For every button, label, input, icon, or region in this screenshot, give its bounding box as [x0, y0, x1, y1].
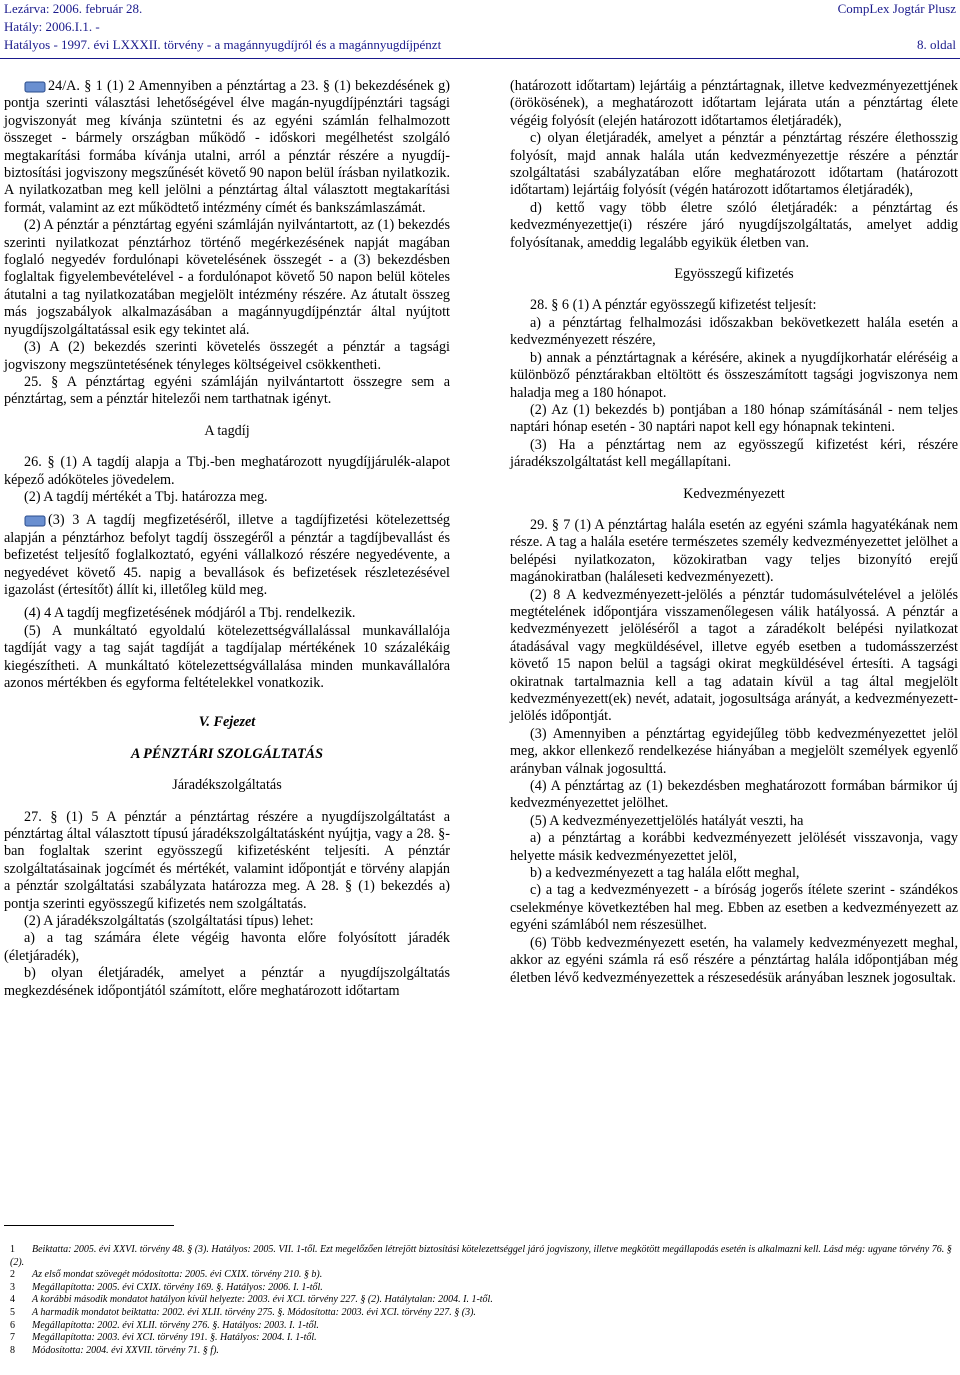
paragraph: (3) 3 A tagdíj megfizetéséről, illetve a tagdíjfizetési kötelezettség alapján a pénztárhoz befolyt tagdíj összegéről a pénztár a tagdíjbevallást és befizetést teljesítő foglalkoztató, egyéni vállalkozó részére negyedévente, a negyedévet követő 45. napig a bevallások és befizetések részletezésével igazolást (értesítőt) állít ki, illetőleg küld meg.	[4, 512, 450, 598]
paragraph: (2) Az (1) bekezdés b) pontjában a 180 hónap számításánál - nem teljes naptári hónap esetén - 30 naptári napot kell egy hónapnak tekinteni.	[510, 401, 958, 436]
paragraph: c) a tag a kedvezményezett - a bíróság jogerős ítélete szerint - szándékos cselekménye következtében hal meg. Ebben az esetben a kedvezményezett az egyéni számlából nem részesülhet.	[510, 882, 958, 934]
footnote: 4 A korábbi második mondatot hatályon kívül helyezte: 2003. évi XCI. törvény 227. § (2). Hatálytalan: 2004. I. 1-től.	[10, 1294, 493, 1306]
paragraph: (2) 8 A kedvezményezett-jelölés a pénztár tudomásulvételével a jelölés megtételének időpontjára visszamenőlegesen válik hatályossá. A pénztár a kedvezményezett jelöléséről a tagot a záradékolt belépési nyilatkozat átadásával vagy megküldésével, illetve egyéb esetben a tudomásszerzést követő 15 napon belül a tagsági okirat megküldésével értesíti. A tagsági okiratnak tartalmaznia kell a tag adatain kívül a tag által megjelölt kedvezményezett(ek) nevét, adatait, jogosultsága arányát, a kedvezményezett-jelölés időpontját.	[510, 586, 958, 725]
paragraph: b) a kedvezményezett a tag halála előtt meghal,	[530, 865, 800, 882]
paragraph: b) annak a pénztártagnak a kérésére, akinek a nyugdíjkorhatár eléréséig a különböző pénztárakban eltöltött és összeszámított tagsági jogviszonya nem haladja meg a 180 hónapot.	[510, 349, 958, 401]
paragraph: (3) A (2) bekezdés szerinti követelés összegét a pénztár a tagsági jogviszony megszüntetésének tényleges költségeivel csökkentheti.	[4, 339, 450, 373]
paragraph: (3) Ha a pénztártag nem az egyösszegű kifizetést kéri, részére járadékszolgáltatást kell megállapítani.	[510, 436, 958, 471]
paragraph: a) a pénztártag felhalmozási időszakban bekövetkezett halála esetén a kedvezményezett részére,	[510, 314, 958, 349]
footnotes	[4, 1244, 956, 1357]
paragraph: (5) A munkáltató egyoldalú kötelezettségvállalással munkavállalója tagdíját vagy a tag saját tagdíját a tagdíjalap mértékének 10 százalékáig kiegészítheti. A munkáltató kötelezettségvállalása minden munkavállalóra azonos mértékben és egyforma feltételekkel vonatkozik.	[4, 622, 450, 691]
footnote-rule	[4, 1225, 174, 1226]
paragraph: (2) A járadékszolgáltatás (szolgáltatási típus) lehet:	[24, 913, 314, 930]
paragraph: 24/A. § 1 (1) 2 Amennyiben a pénztártag a 23. § (1) bekezdésének g) pontja szerinti választási lehetőségével élve magán-nyugdíjpénztári tagsági jogviszonyát meg kívánja szüntetni és az egyéni számlán felhalmozott összeget - bármely országban működő - időskori megélhetést szolgáló megtakarítási formába kívánja utalni, arról a pénztár részére a nyugdíj-biztosítási jogviszony megszűnését követő 90 napon belül írásban nyilatkozik. A nyilatkozatban meg kell jelölni a pénztártag által választott megtakarítási formát, valamint az ezt működtető intézmény címét és bankszámlaszámát.	[4, 78, 450, 216]
paragraph: (2) A pénztár a pénztártag egyéni számláján nyilvántartott, az (1) bekezdés szerinti nyilatkozat pénztárhoz történő megérkezésének napját magában foglaló negyedév fordulónapi követelésének összegét - a (3) bekezdésben foglaltak figyelembevételével - a fordulónapot követő 50 napon belül köteles átutalni a tag nyilatkozatában megjelölt intézmény részére. Az átutalt összeg más jogszabályok alkalmazásában a magánnyugdíjpénztár által nyújtott nyugdíjszolgáltatással esik egy tekintet alá.	[4, 217, 450, 338]
footnote: 3 Megállapította: 2005. évi CXIX. törvény 169. §. Hatályos: 2006. I. 1-től.	[10, 1281, 323, 1293]
section-heading: Járadékszolgáltatás	[172, 777, 282, 794]
footnote: 7 Megállapította: 2003. évi XCI. törvény 191. §. Hatályos: 2004. I. 1-től.	[10, 1332, 317, 1344]
footnote: 5 A harmadik mondatot beiktatta: 2002. évi XLII. törvény 275. §. Módosította: 2003. évi XCI. törvény 227. § (3).	[10, 1306, 476, 1318]
paragraph: (3) Amennyiben a pénztártag egyidejűleg több kedvezményezettet jelöl meg, akkor ellenkező rendelkezése hiányában a megjelölt személyek egyenlő arányban válnak jogosulttá.	[510, 725, 958, 777]
footnote: 6 Megállapította: 2002. évi XLII. törvény 276. §. Hatályos: 2003. I. 1-től.	[10, 1319, 319, 1331]
paragraph: a) a tag számára élete végéig havonta előre folyósított járadék (életjáradék),	[4, 930, 450, 964]
section-heading: A tagdíj	[204, 422, 250, 439]
paragraph: 25. § A pénztártag egyéni számláján nyilvántartott összegre sem a pénztártag, sem a pénztár hitelezői nem tarthatnak igényt.	[4, 373, 450, 408]
section-heading: Egyösszegű kifizetés	[674, 266, 794, 283]
paragraph: (határozott időtartam) lejártáig a pénztártagnak, illetve kedvezményezettjének (örökösének), a meghatározott időtartam lejárata után a pénztártag élete végéig folyósít (elején határozott időtartamos életjáradék),	[510, 78, 958, 129]
paragraph: 26. § (1) A tagdíj alapja a Tbj.-ben meghatározott nyugdíjjárulék-alapot képező adóköteles jövedelem.	[4, 454, 450, 488]
paragraph: (5) A kedvezményezettjelölés hatályát veszti, ha	[530, 812, 804, 829]
paragraph: c) olyan életjáradék, amelyet a pénztár a pénztártag részére élethosszig folyósít, majd annak halála után kedvezményezettje részére a pénztár szolgáltatási szabályzatában előre meghatározott időtartam (határozott időtartam) lejártáig folyósít (végén határozott időtartamos életjáradék),	[510, 130, 958, 199]
product-name: CompLex Jogtár Plusz	[837, 1, 956, 16]
paragraph: d) kettő vagy több életre szóló életjáradék: a pénztártag és kedvezményezettje(i) részére járó nyugdíjszolgáltatás, amelyet addig folyósítanak, ameddig legalább egyikük életben van.	[510, 199, 958, 251]
chapter-title: A PÉNZTÁRI SZOLGÁLTATÁS	[130, 745, 324, 762]
footnote: 8 Módosította: 2004. évi XXVII. törvény 71. § f).	[10, 1344, 219, 1356]
paragraph: b) olyan életjáradék, amelyet a pénztár a nyugdíjszolgáltatás megkezdésének időpontjától számított, előre meghatározott időtartam	[4, 965, 450, 999]
paragraph: (6) Több kedvezményezett esetén, ha valamely kedvezményezett meghal, akkor az egyéni számla rá eső részére a pénztártag halála időpontjában még életben lévő kedvezményezettek a részesedésük arányában lesznek jogosultak.	[510, 934, 958, 986]
section-heading: Kedvezményezett	[683, 485, 785, 502]
header-rule	[0, 58, 960, 59]
closed-date: Lezárva: 2006. február 28.	[4, 1, 143, 16]
page-number: 8. oldal	[917, 37, 956, 52]
paragraph: 29. § 7 (1) A pénztártag halála esetén az egyéni számla hagyatékának nem része. A tag a halála esetére természetes személy kedvezményezettet jelölhet a belépési nyilatkozaton, közokiratban vagy teljes bizonyító erejű magánokiratban (haláleseti kedvezményezett).	[510, 516, 958, 586]
note-icon[interactable]	[24, 515, 46, 527]
left-column	[4, 78, 450, 1000]
law-title: Hatályos - 1997. évi LXXXII. törvény - a magánnyugdíjról és a magánnyugdíjpénzt	[4, 37, 442, 52]
paragraph: 27. § (1) 5 A pénztár a pénztártag részére a nyugdíjszolgáltatást a pénztártag által választott típusú járadékszolgáltatásként nyújtja, vagy a 28. §-ban foglaltak szerint egyösszegű kifizetésként teljesíti. A pénztár szolgáltatásainak jogcímét és mértékét, valamint időpontját e törvény alapján a pénztár szolgáltatási szabályzata határozza meg. A 28. § (1) bekezdés a) pontja szerinti egyösszegű kifizetés nem szolgáltatás.	[4, 808, 450, 912]
chapter-heading: V. Fejezet	[198, 714, 256, 731]
footnote: 1 Beiktatta: 2005. évi XXVI. törvény 48. § (3). Hatályos: 2005. VII. 1-től. Ezt megelőzően létrejött biztosítási kötelezettséggel járó jogviszony, illetve megkötött megállapodás esetén is alkalmazni kell. Lásd még: ugyane törvény 76. § (2).	[10, 1244, 952, 1268]
paragraph: (2) A tagdíj mértékét a Tbj. határozza meg.	[24, 488, 268, 505]
paragraph: (4) 4 A tagdíj megfizetésének módjáról a Tbj. rendelkezik.	[24, 605, 356, 622]
paragraph: 28. § 6 (1) A pénztár egyösszegű kifizetést teljesít:	[530, 297, 817, 314]
footnote: 2 Az első mondat szövegét módosította: 2005. évi CXIX. törvény 210. § b).	[10, 1269, 323, 1281]
effect-date: Hatály: 2006.I.1. -	[4, 19, 100, 34]
note-icon[interactable]	[24, 81, 46, 93]
paragraph: (4) A pénztártag az (1) bekezdésben meghatározott formában bármikor új kedvezményezettet jelölhet.	[510, 778, 958, 812]
right-column	[510, 78, 958, 987]
paragraph: a) a pénztártag a korábbi kedvezményezett jelölését visszavonja, vagy helyette másik kedvezményezettet jelöl,	[510, 830, 958, 864]
